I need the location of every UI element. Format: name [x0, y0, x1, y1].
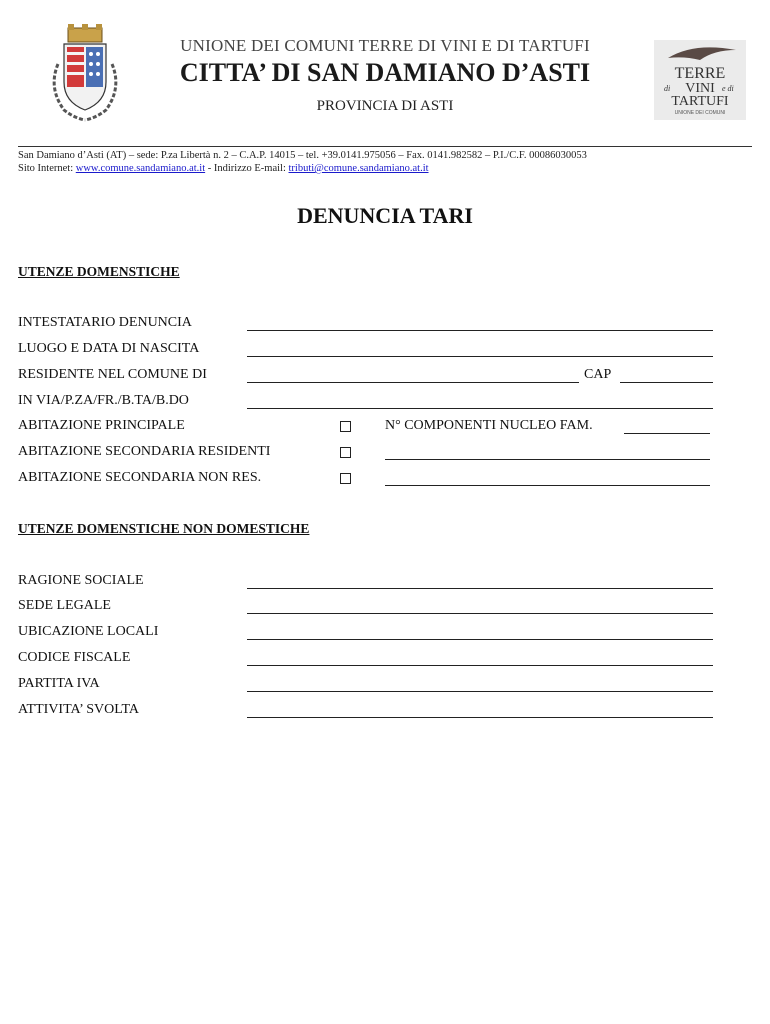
principale-checkbox[interactable] [340, 421, 351, 432]
logo-line4: UNIONE DEI COMUNI [674, 110, 726, 116]
ubicazione-field[interactable] [247, 639, 713, 640]
label-intestatario: INTESTATARIO DENUNCIA [18, 315, 192, 330]
logo-line1: TERRE [674, 65, 726, 82]
cap-field[interactable] [620, 382, 713, 383]
attivita-field[interactable] [247, 717, 713, 718]
logo-line2-post: e di [722, 84, 734, 93]
province-name: PROVINCIA DI ASTI [316, 98, 454, 114]
header-divider [18, 146, 752, 147]
city-name: CITTA’ DI SAN DAMIANO D’ASTI [179, 58, 591, 87]
label-ragione: RAGIONE SOCIALE [18, 573, 144, 588]
email-link[interactable]: tributi@comune.sandamiano.at.it [288, 163, 429, 174]
terre-vini-tartufi-logo [654, 40, 746, 120]
label-nascita: LUOGO E DATA DI NASCITA [18, 341, 200, 356]
intestatario-field[interactable] [247, 330, 713, 331]
label-codice: CODICE FISCALE [18, 650, 131, 665]
label-cap: CAP [584, 367, 612, 382]
label-principale: ABITAZIONE PRINCIPALE [18, 418, 185, 433]
page-title: DENUNCIA TARI [297, 203, 473, 228]
residente-field[interactable] [247, 382, 579, 383]
ragione-field[interactable] [247, 588, 713, 589]
partita-field[interactable] [247, 691, 713, 692]
logo-line2-main: VINI [685, 81, 715, 96]
label-secondaria-res: ABITAZIONE SECONDARIA RESIDENTI [18, 444, 271, 459]
logo-line2-pre: di [664, 84, 671, 93]
section-heading-non-domestic: UTENZE DOMENSTICHE NON DOMESTICHE [18, 521, 310, 536]
contact-line [18, 163, 429, 174]
section-heading-domestic: UTENZE DOMENSTICHE [18, 264, 180, 279]
label-via: IN VIA/P.ZA/FR./B.TA/B.DO [18, 393, 189, 408]
label-secondaria-nonres: ABITAZIONE SECONDARIA NON RES. [18, 470, 262, 485]
nascita-field[interactable] [247, 356, 713, 357]
label-componenti: N° COMPONENTI NUCLEO FAM. [385, 418, 593, 433]
email-label: - Indirizzo E-mail: [205, 163, 289, 174]
sede-field[interactable] [247, 613, 713, 614]
secondaria-res-checkbox[interactable] [340, 447, 351, 458]
componenti-field[interactable] [624, 433, 710, 434]
via-field[interactable] [247, 408, 713, 409]
logo-line3: TARTUFI [671, 94, 729, 109]
secondaria-nonres-field[interactable] [385, 485, 710, 486]
secondaria-nonres-checkbox[interactable] [340, 473, 351, 484]
label-attivita: ATTIVITA’ SVOLTA [18, 702, 140, 717]
website-link[interactable]: www.comune.sandamiano.at.it [75, 163, 206, 174]
address-line: San Damiano d’Asti (AT) – sede: P.za Libertà n. 2 – C.A.P. 14015 – tel. +39.0141.975056 – Fax. 0141.982582 – P.I./C.F. 00086030053 [18, 150, 587, 161]
label-residente: RESIDENTE NEL COMUNE DI [18, 367, 207, 382]
label-sede: SEDE LEGALE [18, 598, 111, 613]
site-label: Sito Internet: [18, 163, 76, 174]
label-ubicazione: UBICAZIONE LOCALI [18, 624, 159, 639]
union-name: UNIONE DEI COMUNI TERRE DI VINI E DI TARTUFI [180, 36, 590, 55]
label-partita: PARTITA IVA [18, 676, 100, 691]
codice-field[interactable] [247, 665, 713, 666]
secondaria-res-field[interactable] [385, 459, 710, 460]
